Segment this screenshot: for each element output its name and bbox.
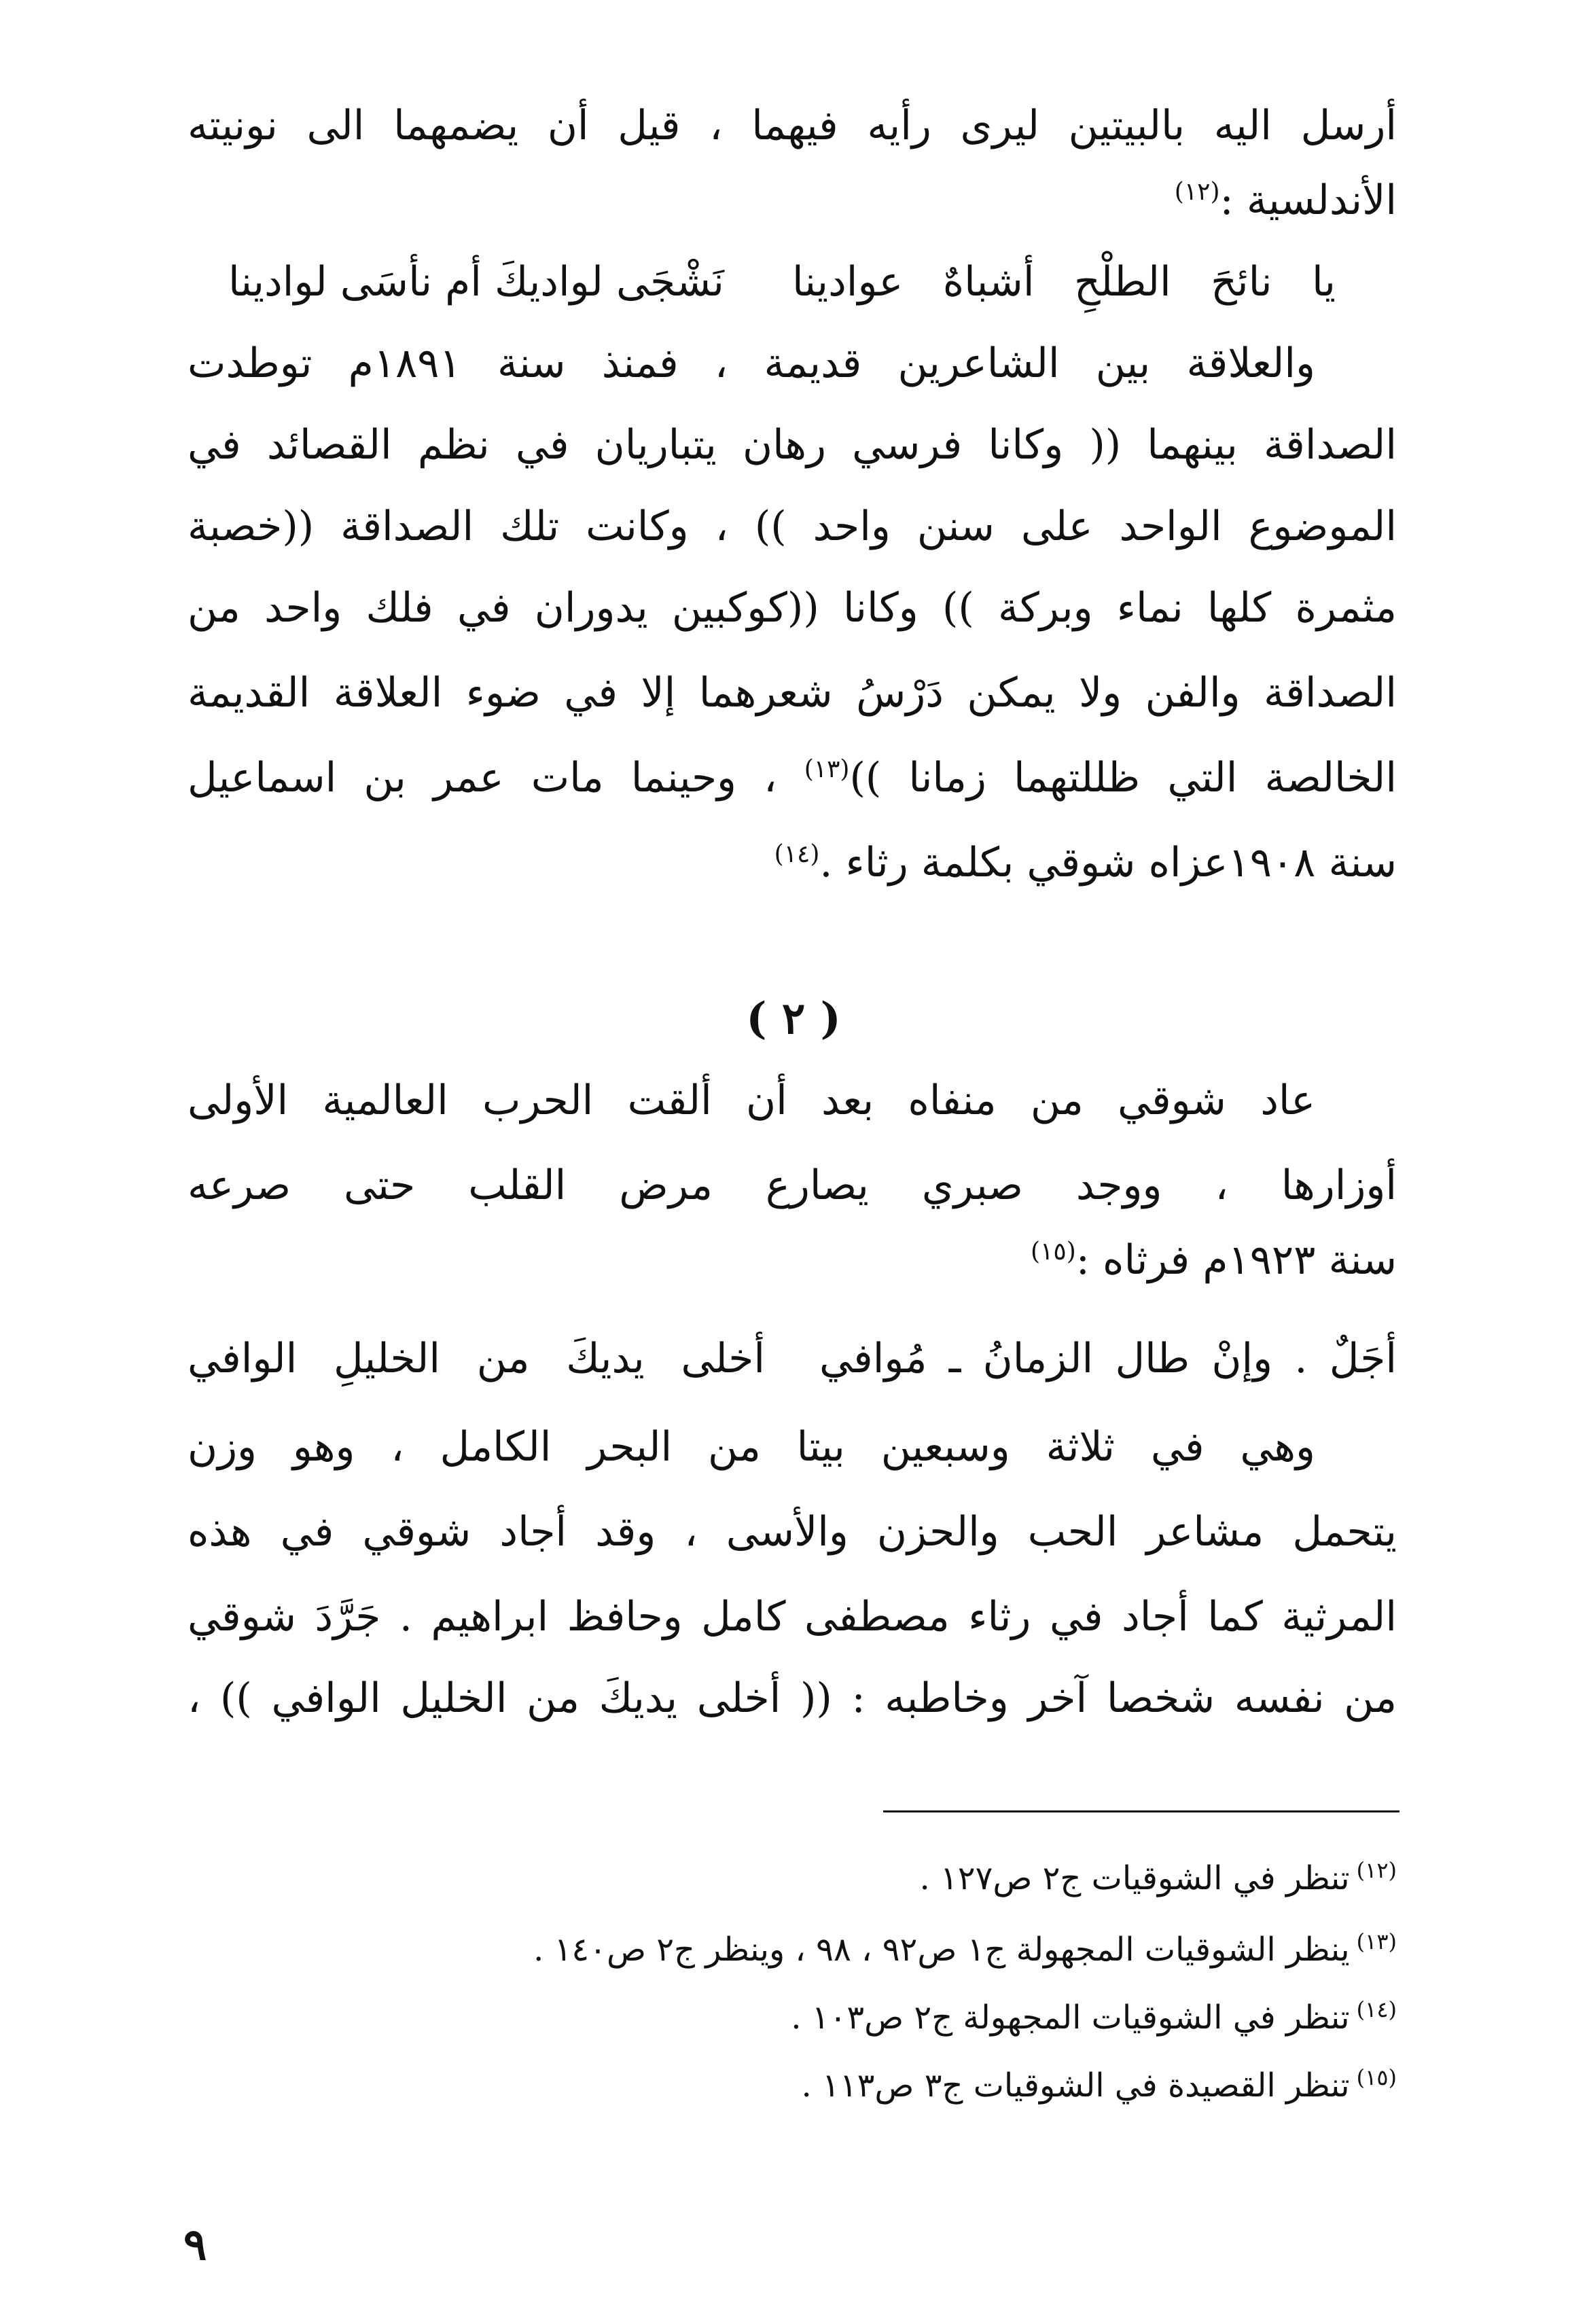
section-number: ( ٢ ) bbox=[746, 993, 841, 1044]
body-line-5: الموضوع الواحد على سنن واحد )) ، وكانت تلك الصداقة ((خصبة bbox=[188, 503, 1397, 550]
body-line-12 bbox=[188, 1230, 1397, 1291]
body-line-11: أوزارها ، ووجد صبري يصارع مرض القلب حتى صرعه bbox=[188, 1162, 1397, 1209]
body-line-8-text-b: ، وحينما مات عمر بن اسماعيل bbox=[188, 754, 804, 802]
footnote-ref-15: (١٥) bbox=[1030, 1238, 1076, 1266]
body-line-2-text: الأندلسية : bbox=[1219, 177, 1397, 224]
body-line-1: أرسل اليه بالبيتين ليرى رأيه فيهما ، قيل أن يضمهما الى نونيته bbox=[188, 102, 1397, 149]
body-line-9-text: سنة ١٩٠٨عزاه شوقي بكلمة رثاء . bbox=[819, 839, 1397, 887]
body-line-8-text-a: الخالصة التي ظللتهما زمانا )) bbox=[849, 754, 1397, 802]
body-line-12-text: سنة ١٩٢٣م فرثاه : bbox=[1075, 1236, 1397, 1284]
footnote-12-number: (١٢) bbox=[1356, 1857, 1397, 1883]
footnote-14-number: (١٤) bbox=[1356, 1997, 1397, 2022]
page-number: ٩ bbox=[183, 2219, 207, 2270]
footnote-15-text: تنظر القصيدة في الشوقيات ج٣ ص١١٣ . bbox=[801, 2067, 1350, 2105]
footnote-14-text: تنظر في الشوقيات المجهولة ج٢ ص١٠٣ . bbox=[791, 1999, 1350, 2037]
body-line-2 bbox=[188, 170, 1397, 231]
footnote-12 bbox=[919, 1855, 1397, 1902]
verse-1 bbox=[188, 251, 1397, 312]
body-line-16: من نفسه شخصا آخر وخاطبه : (( أخلى يديكَ من الخليل الوافي )) ، bbox=[188, 1675, 1397, 1722]
footnote-13-number: (١٣) bbox=[1356, 1929, 1397, 1954]
body-line-13: وهي في ثلاثة وسبعين بيتا من البحر الكامل ، وهو وزن bbox=[188, 1423, 1315, 1471]
footnote-ref-12: (١٢) bbox=[1174, 178, 1220, 206]
footnote-15 bbox=[802, 2062, 1397, 2109]
verse-1-first-hemistich: يا نائحَ الطلْحِ أشباهٌ عوادينا bbox=[792, 258, 1336, 306]
footnote-15-number: (١٥) bbox=[1356, 2064, 1397, 2090]
verse-2 bbox=[188, 1328, 1397, 1389]
footnote-separator bbox=[883, 1810, 1399, 1812]
footnote-12-text: تنظر في الشوقيات ج٢ ص١٢٧ . bbox=[919, 1859, 1350, 1897]
body-line-6: مثمرة كلها نماء وبركة )) وكانا ((كوكبين يدوران في فلك واحد من bbox=[188, 584, 1397, 632]
verse-2-second-hemistich: أخلى يديكَ من الخليلِ الوافي bbox=[188, 1335, 765, 1382]
footnote-13 bbox=[533, 1926, 1397, 1973]
body-line-15: المرثية كما أجاد في رثاء مصطفى كامل وحافظ ابراهيم . جَرَّدَ شوقي bbox=[188, 1593, 1397, 1641]
verse-1-second-hemistich: نَشْجَى لواديكَ أم نأسَى لوادينا bbox=[228, 258, 724, 306]
body-line-8 bbox=[188, 747, 1397, 808]
footnote-14 bbox=[791, 1994, 1397, 2041]
footnote-ref-13: (١٣) bbox=[804, 755, 850, 783]
footnote-ref-14: (١٤) bbox=[774, 840, 820, 868]
footnote-13-text: ينظر الشوقيات المجهولة ج١ ص٩٢ ، ٩٨ ، وينظر ج٢ ص١٤٠ . bbox=[533, 1931, 1350, 1969]
body-line-10: عاد شوقي من منفاه بعد أن ألقت الحرب العالمية الأولى bbox=[188, 1077, 1315, 1124]
body-line-9 bbox=[188, 832, 1397, 893]
body-line-3: والعلاقة بين الشاعرين قديمة ، فمنذ سنة ١٨٩١م توطدت bbox=[188, 340, 1315, 387]
body-line-4: الصداقة بينهما (( وكانا فرسي رهان يتباريان في نظم القصائد في bbox=[188, 421, 1397, 469]
body-line-14: يتحمل مشاعر الحب والحزن والأسى ، وقد أجاد شوقي في هذه bbox=[188, 1508, 1397, 1556]
verse-2-first-hemistich: أجَلٌ . وإنْ طال الزمانُ ـ مُوافي bbox=[819, 1335, 1397, 1382]
body-line-7: الصداقة والفن ولا يمكن دَرْسُ شعرهما إلا في ضوء العلاقة القديمة bbox=[188, 669, 1397, 717]
